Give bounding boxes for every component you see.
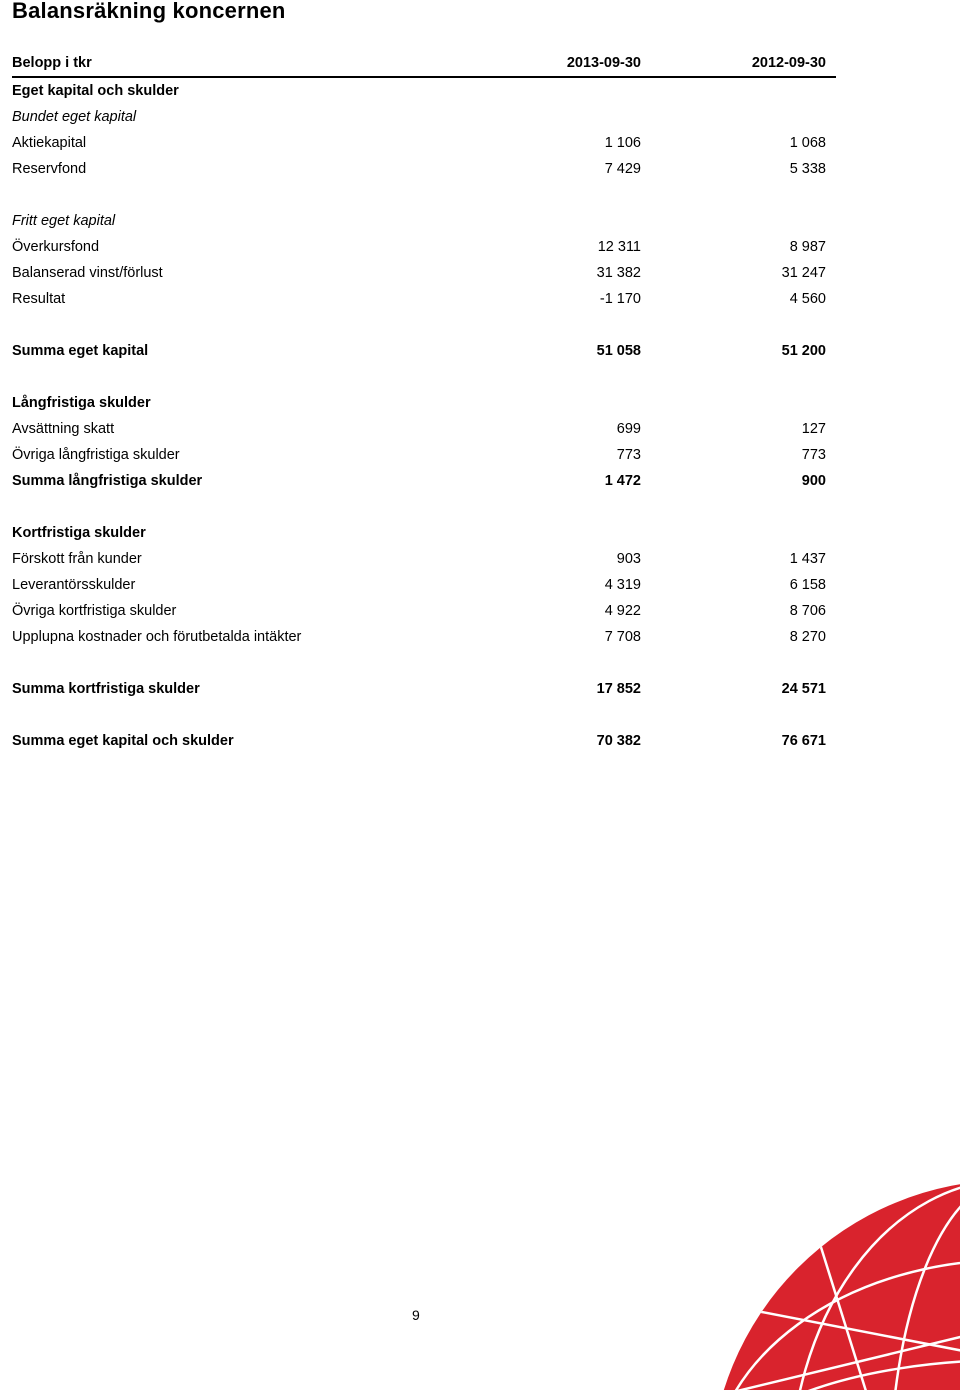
row-label: Övriga kortfristiga skulder xyxy=(12,603,177,619)
row-value-2013: -1 170 xyxy=(599,291,641,307)
row-value-2012: 31 247 xyxy=(781,265,826,281)
row-value-2013: 4 922 xyxy=(604,603,641,619)
row-value-2012: 51 200 xyxy=(781,343,826,359)
row-label: Summa långfristiga skulder xyxy=(12,473,203,489)
header-col-2013: 2013-09-30 xyxy=(566,55,641,71)
row-label: Avsättning skatt xyxy=(12,421,115,437)
row-value-2013: 773 xyxy=(616,447,641,463)
row-value-2012: 773 xyxy=(801,447,826,463)
row-value-2012: 8 706 xyxy=(789,603,826,619)
row-label: Förskott från kunder xyxy=(12,551,142,567)
row-label: Långfristiga skulder xyxy=(12,395,151,411)
row-label: Summa eget kapital och skulder xyxy=(12,733,234,749)
globe-shape xyxy=(710,1180,960,1390)
row-label: Balanserad vinst/förlust xyxy=(12,265,163,281)
row-label: Kortfristiga skulder xyxy=(12,525,146,541)
row-value-2012: 1 068 xyxy=(789,135,826,151)
row-value-2012: 8 270 xyxy=(789,629,826,645)
page-title: Balansräkning koncernen xyxy=(12,0,286,23)
row-label: Reservfond xyxy=(12,161,87,177)
row-value-2013: 31 382 xyxy=(596,265,641,281)
row-value-2012: 5 338 xyxy=(789,161,826,177)
row-value-2012: 76 671 xyxy=(781,733,826,749)
row-label: Överkursfond xyxy=(12,239,100,255)
row-value-2013: 699 xyxy=(616,421,641,437)
row-value-2013: 70 382 xyxy=(596,733,641,749)
row-value-2013: 7 708 xyxy=(604,629,641,645)
row-value-2013: 903 xyxy=(616,551,641,567)
row-value-2012: 8 987 xyxy=(789,239,826,255)
row-value-2012: 900 xyxy=(801,473,826,489)
row-label: Summa eget kapital xyxy=(12,343,149,359)
header-col-2012: 2012-09-30 xyxy=(751,55,826,71)
row-value-2012: 1 437 xyxy=(789,551,826,567)
row-label: Bundet eget kapital xyxy=(12,109,137,125)
row-value-2013: 12 311 xyxy=(597,239,641,255)
row-value-2012: 6 158 xyxy=(789,577,826,593)
row-value-2013: 1 472 xyxy=(604,473,641,489)
row-label: Fritt eget kapital xyxy=(12,213,116,229)
row-label: Leverantörsskulder xyxy=(12,577,136,593)
row-label: Resultat xyxy=(12,291,66,307)
row-label: Summa kortfristiga skulder xyxy=(12,681,200,697)
row-value-2013: 4 319 xyxy=(604,577,641,593)
row-label: Aktiekapital xyxy=(12,135,87,151)
row-label: Eget kapital och skulder xyxy=(12,83,179,99)
page-number: 9 xyxy=(412,1307,420,1323)
row-label: Upplupna kostnader och förutbetalda intäkter xyxy=(12,629,302,645)
row-value-2013: 1 106 xyxy=(604,135,641,151)
row-value-2012: 127 xyxy=(801,421,826,437)
header-label: Belopp i tkr xyxy=(12,55,92,71)
row-label: Övriga långfristiga skulder xyxy=(12,447,180,463)
row-value-2012: 24 571 xyxy=(781,681,826,697)
row-value-2013: 51 058 xyxy=(596,343,641,359)
row-value-2012: 4 560 xyxy=(789,291,826,307)
row-value-2013: 17 852 xyxy=(596,681,641,697)
row-value-2013: 7 429 xyxy=(604,161,641,177)
